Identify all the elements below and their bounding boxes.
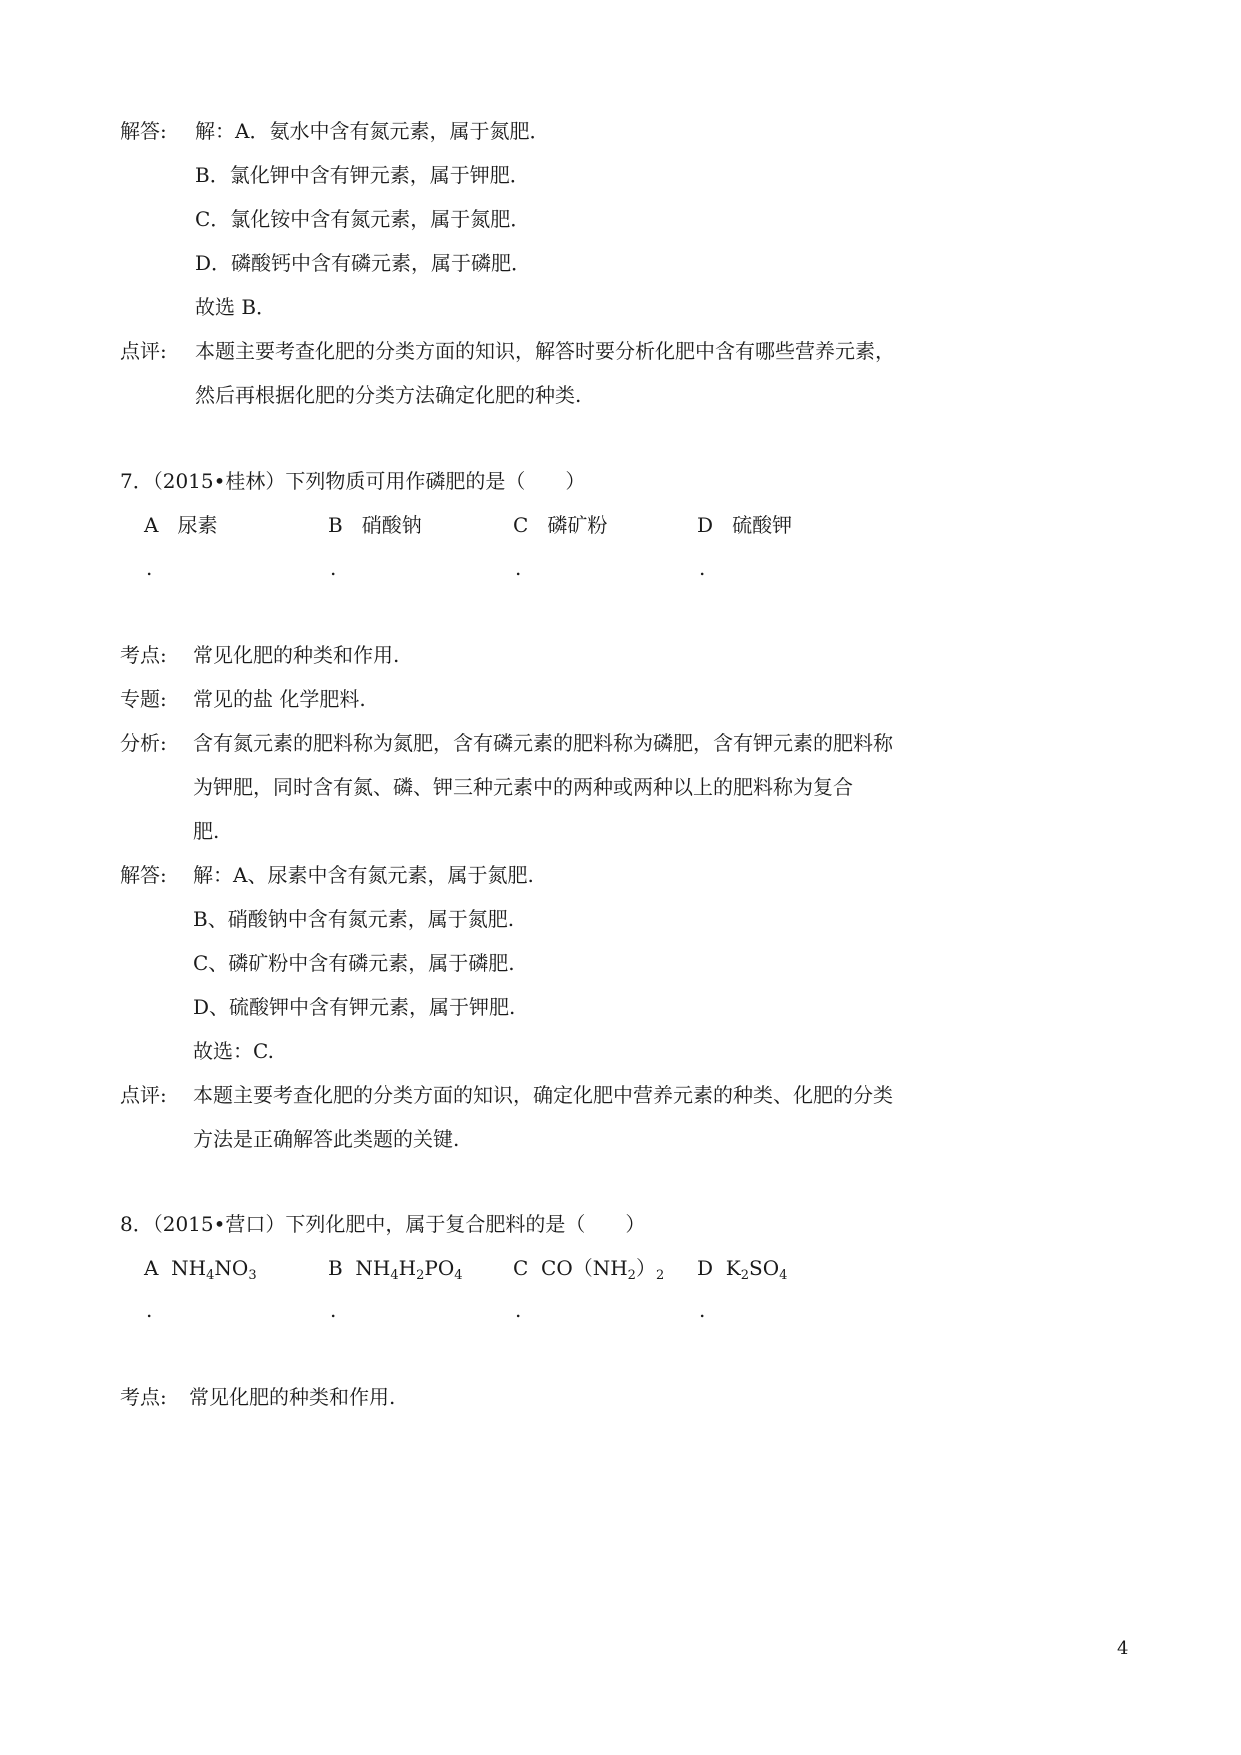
formula (355, 1256, 463, 1283)
formula-part: H (398, 1256, 417, 1280)
option-dot: . (330, 556, 337, 580)
q8-option-a (144, 1256, 257, 1283)
answer-line: B．氯化钾中含有钾元素，属于钾肥． (195, 163, 530, 187)
formula-part: ） (635, 1256, 656, 1280)
kaodian-text: 常见化肥的种类和作用. (193, 643, 400, 667)
q7-option-a (144, 513, 218, 537)
answer-line: B、硝酸钠中含有氮元素，属于氮肥. (193, 907, 515, 931)
q7-option-c (513, 513, 607, 537)
formula-part: NH (355, 1256, 391, 1280)
formula (171, 1256, 257, 1283)
answer-line: 解：A、尿素中含有氮元素，属于氮肥. (193, 863, 534, 887)
option-letter: D (697, 513, 714, 537)
analysis-line: 含有氮元素的肥料称为氮肥，含有磷元素的肥料称为磷肥，含有钾元素的肥料称 (193, 731, 893, 755)
analysis-label: 分析: (120, 731, 167, 755)
formula-part: PO (424, 1256, 455, 1280)
comment-line: 本题主要考查化肥的分类方面的知识，确定化肥中营养元素的种类、化肥的分类 (193, 1083, 893, 1107)
option-dot: . (515, 1298, 522, 1322)
answer-line: 故选：C. (193, 1039, 274, 1063)
answer-line: C、磷矿粉中含有磷元素，属于磷肥. (193, 951, 515, 975)
option-text: 磷矿粉 (547, 513, 608, 537)
formula-sub: 2 (627, 1268, 636, 1283)
formula-sub: 2 (740, 1268, 749, 1283)
comment-label: 点评: (120, 1083, 167, 1107)
question-7-stem: 7．（2015•桂林）下列物质可用作磷肥的是（ ） (120, 469, 586, 493)
option-text: 硫酸钾 (732, 513, 793, 537)
page-number: 4 (1117, 1638, 1129, 1659)
option-letter: B (328, 1256, 343, 1280)
formula-sub: 2 (655, 1268, 665, 1283)
option-text: 硝酸钠 (361, 513, 422, 537)
formula-part: CO（NH (541, 1256, 628, 1280)
formula-sub: 4 (390, 1268, 399, 1283)
question-8-stem: 8．（2015•营口）下列化肥中，属于复合肥料的是（ ） (120, 1212, 646, 1236)
kaodian-text: 常见化肥的种类和作用. (189, 1385, 396, 1409)
answer-label: 解答: (120, 863, 167, 887)
zhuanti-text: 常见的盐 化学肥料. (193, 687, 366, 711)
option-dot: . (515, 556, 522, 580)
option-dot: . (330, 1298, 337, 1322)
option-letter: B (328, 513, 343, 537)
answer-line: 解：A．氨水中含有氮元素，属于氮肥． (195, 119, 550, 143)
formula (541, 1256, 665, 1283)
zhuanti-label: 专题: (120, 687, 167, 711)
answer-line: 故选 B． (195, 295, 277, 319)
q8-option-c (513, 1256, 665, 1283)
option-letter: C (513, 513, 529, 537)
analysis-line: 肥. (193, 819, 220, 843)
answer-label: 解答: (120, 119, 167, 143)
comment-line: 然后再根据化肥的分类方法确定化肥的种类. (195, 383, 582, 407)
kaodian-label: 考点: (120, 1385, 167, 1409)
option-dot: . (146, 1298, 153, 1322)
q7-option-b (328, 513, 422, 537)
formula-part: NO (214, 1256, 249, 1280)
option-letter: D (697, 1256, 714, 1280)
formula-sub: 2 (416, 1268, 425, 1283)
analysis-line: 为钾肥，同时含有氮、磷、钾三种元素中的两种或两种以上的肥料称为复合 (193, 775, 853, 799)
formula-sub: 3 (248, 1268, 257, 1283)
comment-line: 方法是正确解答此类题的关键. (193, 1127, 460, 1151)
q8-option-d (697, 1256, 788, 1283)
q7-option-d (697, 513, 792, 537)
formula-part: K (725, 1256, 741, 1280)
option-text: 尿素 (177, 513, 218, 537)
formula (725, 1256, 788, 1283)
formula-sub: 4 (206, 1268, 215, 1283)
formula-sub: 4 (779, 1268, 788, 1283)
q8-option-b (328, 1256, 463, 1283)
kaodian-label: 考点: (120, 643, 167, 667)
option-dot: . (146, 556, 153, 580)
formula-sub: 4 (454, 1268, 463, 1283)
answer-line: D、硫酸钾中含有钾元素，属于钾肥. (193, 995, 516, 1019)
formula-part: NH (171, 1256, 207, 1280)
comment-line: 本题主要考查化肥的分类方面的知识，解答时要分析化肥中含有哪些营养元素， (195, 339, 895, 363)
answer-line: D．磷酸钙中含有磷元素，属于磷肥． (195, 251, 532, 275)
formula-part: SO (749, 1256, 780, 1280)
option-dot: . (699, 556, 706, 580)
option-letter: A (144, 513, 159, 537)
answer-line: C．氯化铵中含有氮元素，属于氮肥． (195, 207, 531, 231)
option-letter: C (513, 1256, 529, 1280)
option-letter: A (144, 1256, 159, 1280)
comment-label: 点评: (120, 339, 167, 363)
option-dot: . (699, 1298, 706, 1322)
